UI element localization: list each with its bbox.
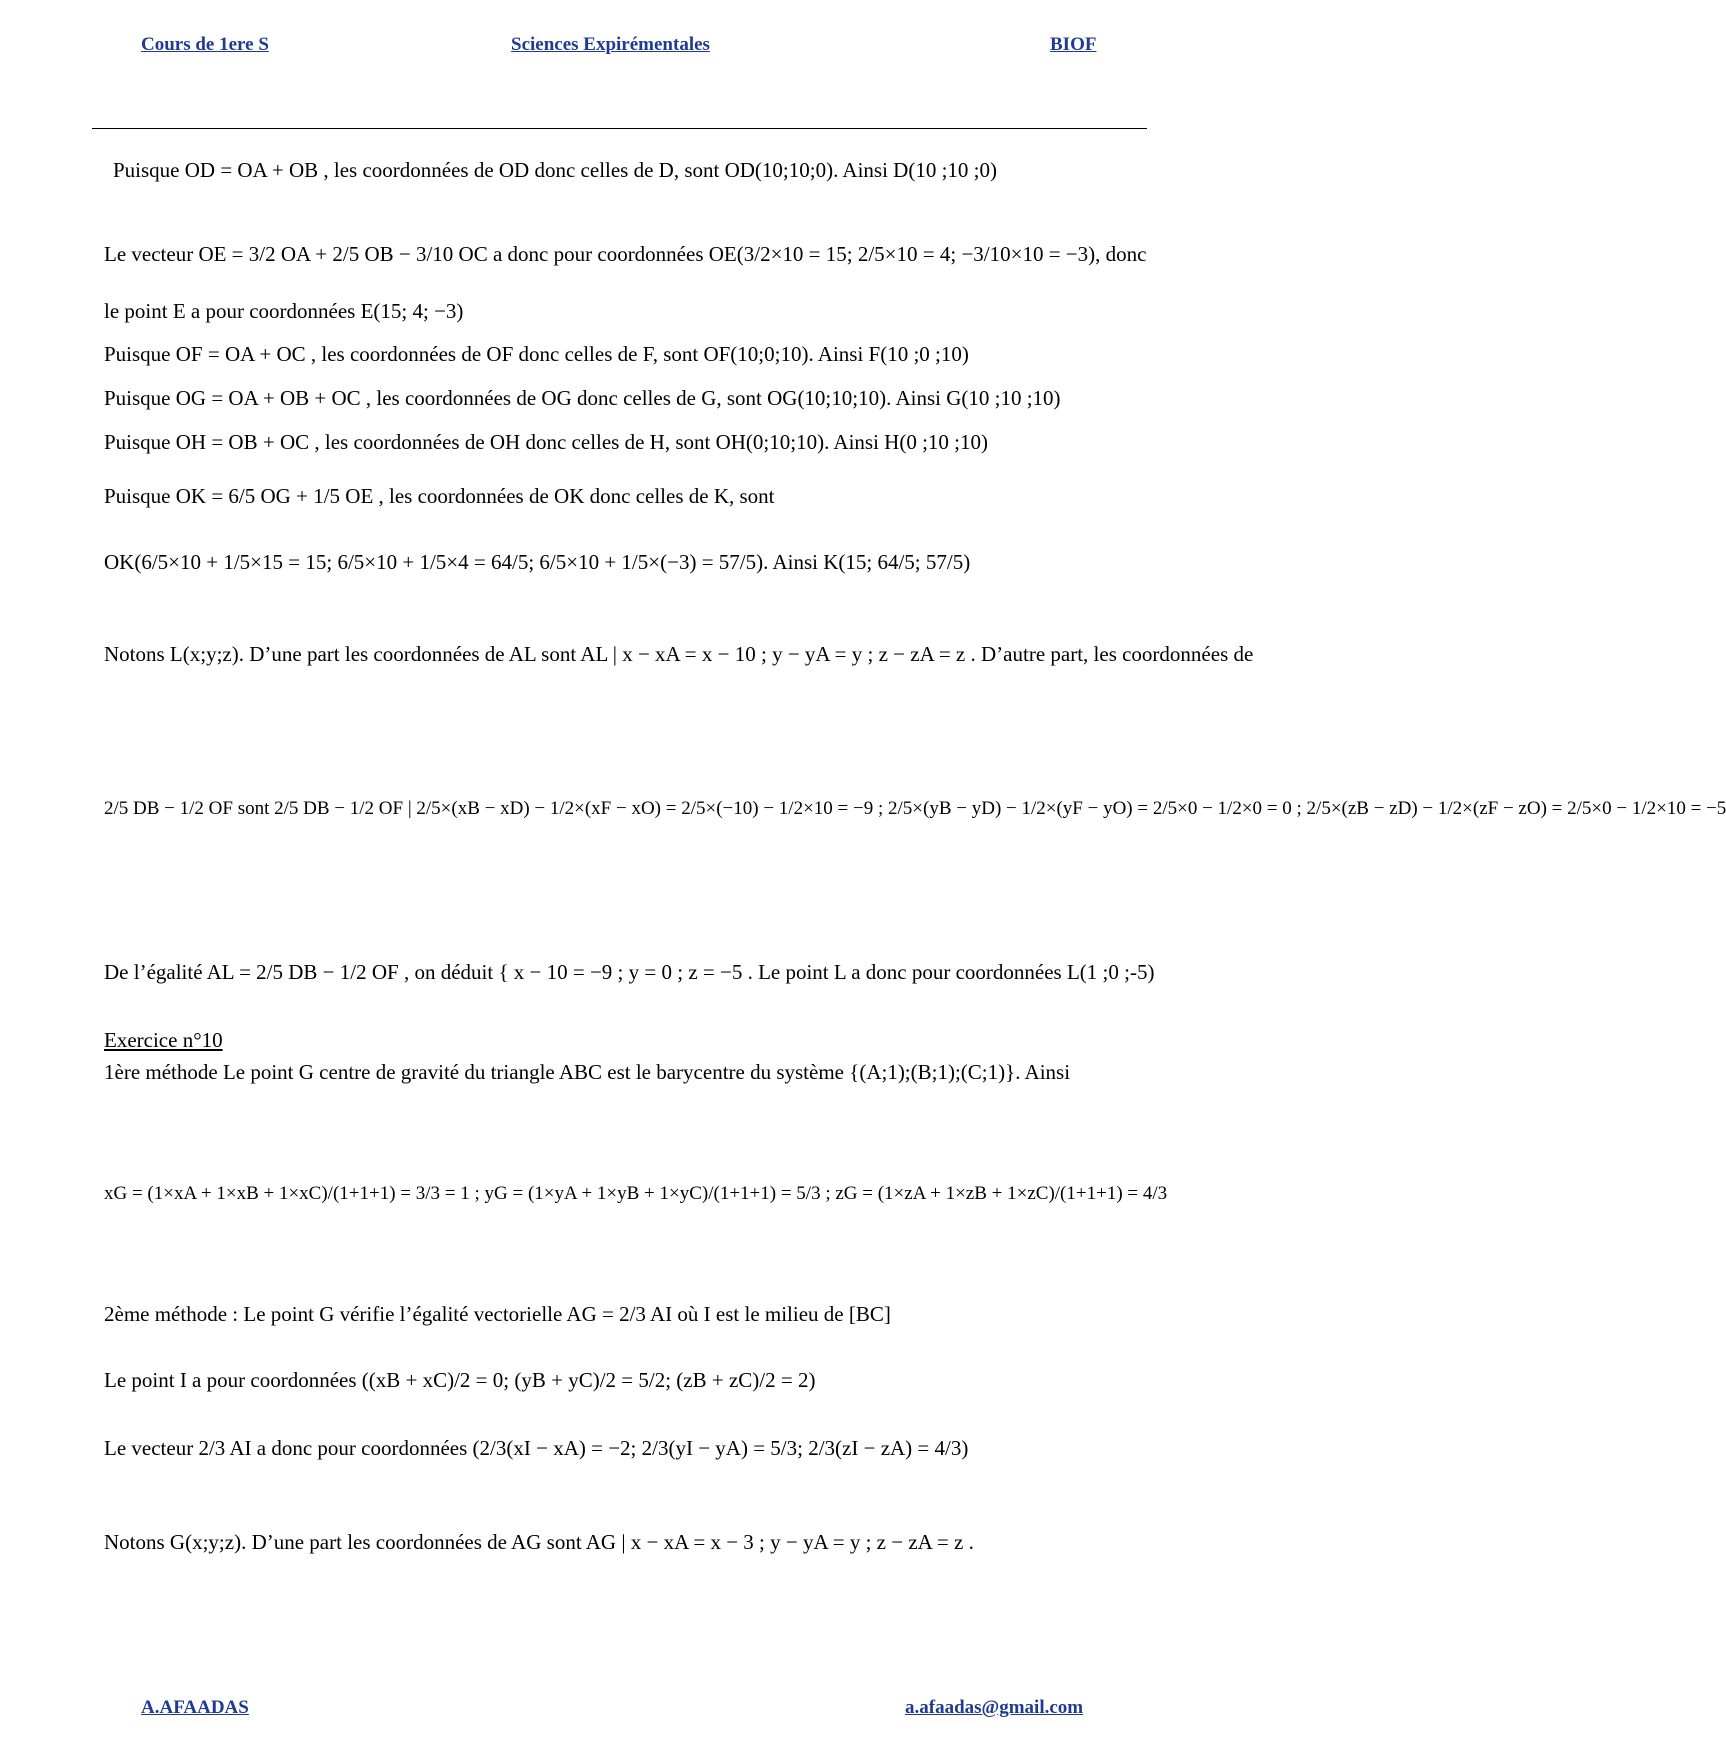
header-right: BIOF [1050,34,1097,55]
line-of: Puisque OF = OA + OC , les coordonnées de OF donc celles de F, sont OF(10;0;10). Ainsi F(10 ;0 ;10) [104,342,969,366]
line-ai: Le vecteur 2/3 AI a donc pour coordonnées (2/3(xI − xA) = −2; 2/3(yI − yA) = 5/3; 2/3(zI − zA) = 4/3) [104,1436,969,1460]
line-db-of: 2/5 DB − 1/2 OF sont 2/5 DB − 1/2 OF | 2/5×(xB − xD) − 1/2×(xF − xO) = 2/5×(−10) − 1/2×10 = −9 ; 2/5×(yB − yD) − 1/2×(yF − yO) = 2/5×0 − 1/2×0 = 0 ; 2/5×(zB − zD) − 1/2×(zF − zO) = 2/5×0 − 1/2×10 = −5 [104,798,1726,819]
line-al: Notons L(x;y;z). D’une part les coordonnées de AL sont AL | x − xA = x − 10 ; y − yA = y ; z − zA = z . D’autre part, les coordonnées de [104,642,1254,666]
line-oe: Le vecteur OE = 3/2 OA + 2/5 OB − 3/10 OC a donc pour coordonnées OE(3/2×10 = 15; 2/5×10 = 4; −3/10×10 = −3), donc [104,242,1147,266]
footer-email[interactable]: a.afaadas@gmail.com [905,1697,1084,1718]
header-rule [92,128,1147,129]
line-ok: Puisque OK = 6/5 OG + 1/5 OE , les coordonnées de OK donc celles de K, sont [104,484,775,508]
line-egalite: De l’égalité AL = 2/5 DB − 1/2 OF , on déduit { x − 10 = −9 ; y = 0 ; z = −5 . Le point L a donc pour coordonnées L(1 ;0 ;-5) [104,960,1155,984]
method-1: 1ère méthode Le point G centre de gravité du triangle ABC est le barycentre du système {(A;1);(B;1);(C;1)}. Ainsi [104,1060,1071,1084]
exercise-title: Exercice n°10 [104,1028,223,1052]
method-1-system: xG = (1×xA + 1×xB + 1×xC)/(1+1+1) = 3/3 = 1 ; yG = (1×yA + 1×yB + 1×yC)/(1+1+1) = 5/3 ; zG = (1×zA + 1×zB + 1×zC)/(1+1+1) = 4/3 [104,1183,1168,1204]
header-center: Sciences Expirémentales [511,34,710,55]
header-left: Cours de 1ere S [141,34,269,55]
footer-author: A.AFAADAS [141,1697,249,1718]
line-i: Le point I a pour coordonnées ((xB + xC)/2 = 0; (yB + yC)/2 = 5/2; (zB + zC)/2 = 2) [104,1368,816,1392]
line-og: Puisque OG = OA + OB + OC , les coordonnées de OG donc celles de G, sont OG(10;10;10). Ainsi G(10 ;10 ;10) [104,386,1061,410]
line-ok-coords: OK(6/5×10 + 1/5×15 = 15; 6/5×10 + 1/5×4 = 64/5; 6/5×10 + 1/5×(−3) = 57/5). Ainsi K(15; 64/5; 57/5) [104,550,971,574]
line-ag: Notons G(x;y;z). D’une part les coordonnées de AG sont AG | x − xA = x − 3 ; y − yA = y ; z − zA = z . [104,1530,974,1554]
line-od: Puisque OD = OA + OB , les coordonnées de OD donc celles de D, sont OD(10;10;0). Ainsi D(10 ;10 ;0) [113,158,997,182]
line-e: le point E a pour coordonnées E(15; 4; −3) [104,299,464,323]
method-2: 2ème méthode : Le point G vérifie l’égalité vectorielle AG = 2/3 AI où I est le milieu de [BC] [104,1302,891,1326]
line-oh: Puisque OH = OB + OC , les coordonnées de OH donc celles de H, sont OH(0;10;10). Ainsi H(0 ;10 ;10) [104,430,988,454]
